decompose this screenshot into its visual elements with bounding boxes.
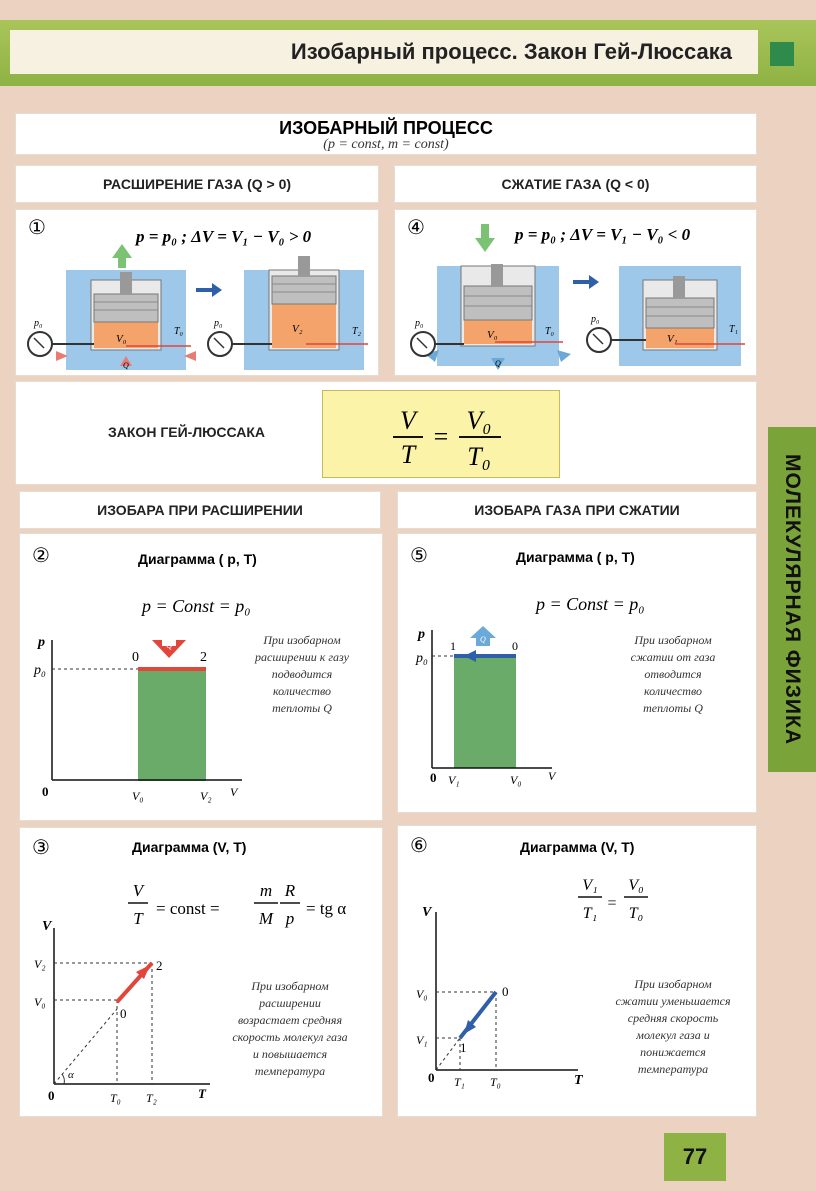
svg-text:p₀: p₀ <box>416 651 428 666</box>
diagram-title: Диаграмма ( p, T) <box>516 549 635 565</box>
svg-text:= const =: = const = <box>156 899 220 918</box>
page-title: Изобарный процесс. Закон Гей-Люссака <box>290 39 732 64</box>
svg-text:p₀: p₀ <box>34 318 43 329</box>
svg-text:p: p <box>285 909 295 928</box>
svg-text:p₀: p₀ <box>214 318 223 329</box>
transition-arrow-icon <box>573 275 599 289</box>
svg-text:0: 0 <box>120 1006 127 1021</box>
up-arrow-icon <box>112 244 132 268</box>
isobar-expansion-label: ИЗОБАРА ПРИ РАСШИРЕНИИ <box>20 492 380 528</box>
diagram-formula: p = Const = p₀ <box>536 594 645 614</box>
svg-text:0: 0 <box>512 639 518 653</box>
compression-label: СЖАТИЕ ГАЗА (Q < 0) <box>395 166 756 202</box>
svg-text:1: 1 <box>450 639 456 653</box>
chapter-label: МОЛЕКУЛЯРНАЯ ФИЗИКА <box>781 454 804 745</box>
law-label: ЗАКОН ГЕЙ-ЛЮССАКА <box>108 424 266 440</box>
process-subtitle: (p = const, m = const) <box>323 137 449 152</box>
svg-text:2: 2 <box>156 958 163 973</box>
svg-text:T: T <box>400 440 416 469</box>
svg-text:M: M <box>258 909 274 928</box>
svg-text:T: T <box>574 1073 583 1088</box>
svg-text:T: T <box>133 909 143 928</box>
svg-text:p₀: p₀ <box>34 663 46 678</box>
svg-text:T₁: T₁ <box>729 324 739 335</box>
piston <box>646 298 714 328</box>
isobar-compression-label: ИЗОБАРА ГАЗА ПРИ СЖАТИИ <box>398 492 756 528</box>
svg-text:R: R <box>284 881 296 900</box>
svg-text:=: = <box>607 895 617 912</box>
diagram-3-panel <box>20 828 382 1116</box>
svg-text:V₀: V₀ <box>628 877 644 894</box>
svg-text:V₀: V₀ <box>416 987 428 1001</box>
law-panel <box>16 382 756 484</box>
svg-text:V₀: V₀ <box>510 773 522 787</box>
diagram-5-note: При изобарном сжатии от газа отводится количество теплоты Q <box>630 633 716 715</box>
svg-text:T: T <box>198 1086 206 1101</box>
temp-label: T₂ <box>352 326 362 337</box>
svg-text:Q: Q <box>495 359 501 368</box>
diagram-6-note: При изобарном сжатии уменьшается средняя скорость молекул газа и понижается температура <box>615 977 731 1076</box>
svg-text:0: 0 <box>42 784 49 799</box>
gas-volume <box>464 320 532 344</box>
svg-text:T₁: T₁ <box>582 905 598 922</box>
svg-text:0: 0 <box>48 1088 55 1103</box>
diagram-number: ③ <box>32 837 50 859</box>
svg-text:0: 0 <box>502 984 509 999</box>
diagram-number: ① <box>28 217 46 239</box>
vol-label: V₂ <box>292 323 303 335</box>
piston-rod <box>120 272 132 294</box>
svg-text:V: V <box>422 905 432 920</box>
svg-text:T₀: T₀ <box>490 1075 501 1089</box>
svg-text:p: p <box>38 635 45 650</box>
process-title-panel <box>16 114 756 154</box>
diagram-5-panel <box>398 534 756 812</box>
svg-text:0: 0 <box>430 770 437 785</box>
compression-piston-diagram <box>395 210 756 375</box>
piston-rod <box>298 256 310 276</box>
svg-text:0: 0 <box>428 1070 435 1085</box>
diagram-title: Диаграмма ( p, T) <box>138 551 257 567</box>
svg-text:V₁: V₁ <box>448 773 460 787</box>
svg-text:V: V <box>132 881 144 900</box>
chapter-side-tab <box>768 427 816 772</box>
piston <box>464 286 532 320</box>
svg-text:V₁: V₁ <box>667 333 678 345</box>
svg-text:p: p <box>418 627 425 642</box>
law-formula <box>323 391 559 477</box>
svg-text:Q: Q <box>123 361 129 370</box>
svg-text:V₂: V₂ <box>200 789 212 803</box>
extrapolation-line <box>436 1038 460 1070</box>
svg-text:V₀: V₀ <box>466 406 492 435</box>
diagram-number: ② <box>32 545 50 567</box>
svg-text:T₁: T₁ <box>454 1075 465 1089</box>
temp-label: T₀ <box>174 326 184 337</box>
svg-text:T₀: T₀ <box>628 905 644 922</box>
svg-text:= tg α: = tg α <box>306 899 347 918</box>
header-square-icon <box>770 42 794 66</box>
svg-text:V: V <box>230 785 238 799</box>
vol-label: V₀ <box>116 333 127 345</box>
diagram-2-note: При изобарном расширении к газу подводится количество теплоты Q <box>255 633 349 715</box>
svg-text:2: 2 <box>200 650 207 665</box>
diagram-title: Диаграмма (V, T) <box>132 839 247 855</box>
gas-volume <box>272 304 336 348</box>
svg-text:V: V <box>42 919 52 934</box>
work-area <box>454 656 516 768</box>
header-title-box <box>10 30 758 74</box>
diagram-formula <box>128 881 346 928</box>
svg-text:T₀: T₀ <box>545 326 555 337</box>
extrapolation-line <box>54 1009 117 1084</box>
piston <box>94 294 158 322</box>
svg-text:p₀: p₀ <box>591 314 600 325</box>
svg-text:α: α <box>68 1069 74 1081</box>
expansion-label: РАСШИРЕНИЕ ГАЗА (Q > 0) <box>16 166 378 202</box>
transition-arrow-icon <box>196 283 222 297</box>
svg-text:T₀: T₀ <box>467 442 491 471</box>
law-formula-box <box>322 390 560 478</box>
svg-text:V₂: V₂ <box>34 957 46 971</box>
piston-rod <box>491 264 503 286</box>
svg-text:Q: Q <box>166 640 173 650</box>
diagram-2-panel <box>20 534 382 820</box>
svg-text:T₂: T₂ <box>146 1091 157 1105</box>
diagram-6-panel <box>398 826 756 1116</box>
down-arrow-icon <box>475 224 495 252</box>
expansion-piston-panel <box>16 210 378 375</box>
svg-text:V: V <box>400 406 416 435</box>
diagram-number: ⑥ <box>410 835 428 857</box>
svg-text:Q: Q <box>480 635 486 644</box>
diagram-formula <box>578 877 648 922</box>
expansion-piston-diagram <box>16 210 378 375</box>
gas-volume <box>646 328 714 348</box>
page-number: 77 <box>664 1133 726 1181</box>
svg-text:V₀: V₀ <box>132 789 144 803</box>
heat-out-arrow-icon <box>557 350 571 362</box>
diagram-number: ⑤ <box>410 545 428 567</box>
compression-formula: p = p₀ ; ΔV = V₁ − V₀ < 0 <box>515 225 691 244</box>
svg-text:V₁: V₁ <box>582 877 598 894</box>
work-area <box>138 669 206 781</box>
piston <box>272 276 336 304</box>
svg-text:=: = <box>433 422 449 451</box>
svg-text:V₁: V₁ <box>416 1033 428 1047</box>
expansion-formula: p = p₀ ; ΔV = V₁ − V₀ > 0 <box>136 227 312 246</box>
svg-text:V: V <box>548 769 556 783</box>
process-title: ИЗОБАРНЫЙ ПРОЦЕСС <box>279 118 493 138</box>
svg-text:m: m <box>259 881 273 900</box>
diagram-formula: p = Const = p₀ <box>142 596 251 616</box>
diagram-number: ④ <box>407 217 425 239</box>
svg-text:V₀: V₀ <box>487 329 498 341</box>
svg-text:T₀: T₀ <box>110 1091 121 1105</box>
diagram-3-note: При изобарном расширении возрастает средняя скорость молекул газа и повышается температура <box>232 979 348 1078</box>
svg-text:1: 1 <box>460 1040 467 1055</box>
piston-rod <box>673 276 685 298</box>
diagram-title: Диаграмма (V, T) <box>520 839 635 855</box>
svg-text:V₀: V₀ <box>34 995 46 1009</box>
compression-piston-panel <box>395 210 756 375</box>
svg-text:p₀: p₀ <box>415 318 424 329</box>
svg-text:0: 0 <box>132 650 139 665</box>
